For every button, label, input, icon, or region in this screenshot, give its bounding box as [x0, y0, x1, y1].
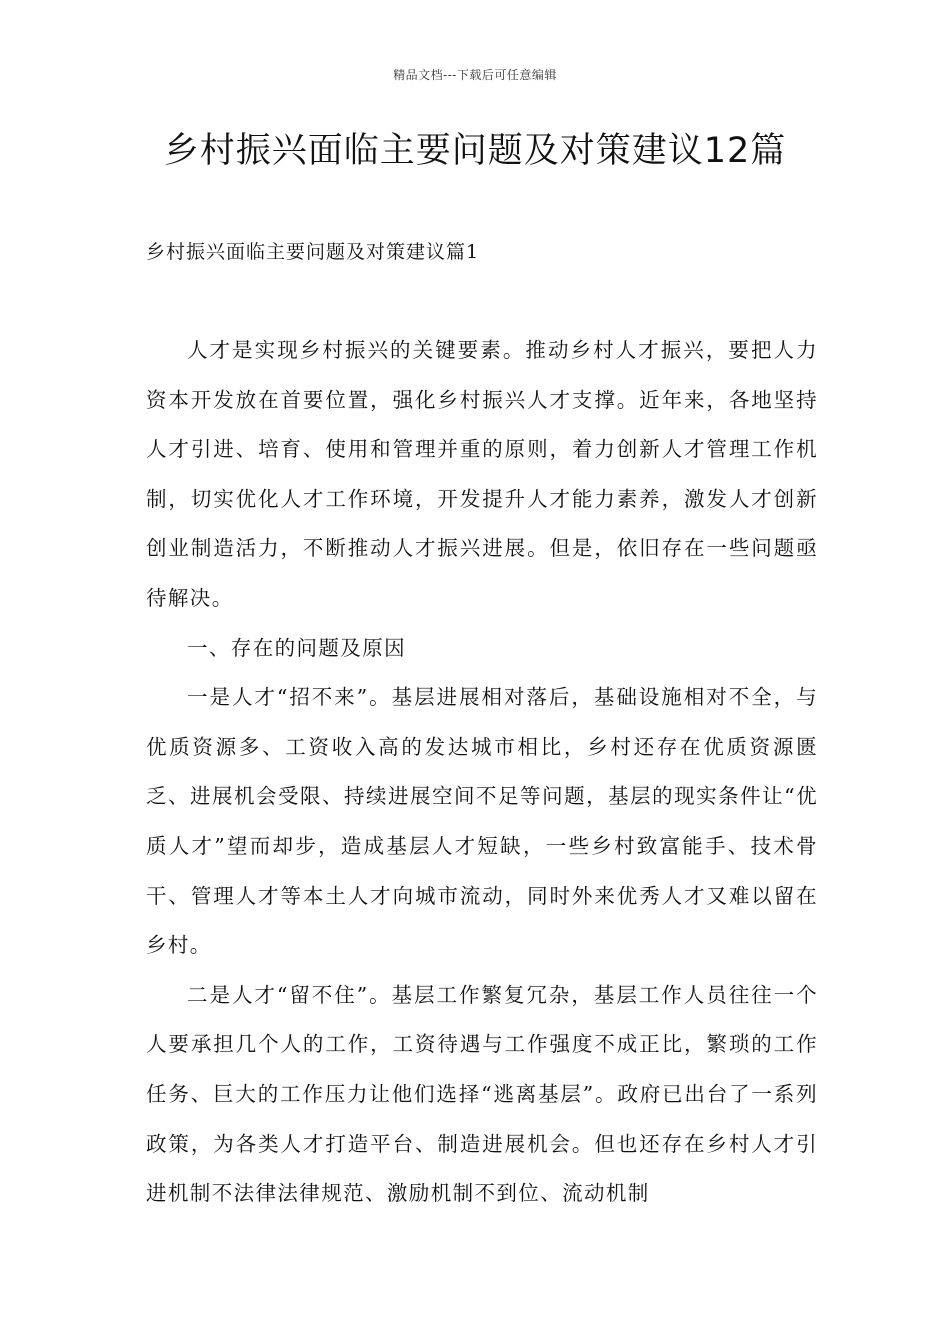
- document-title: 乡村振兴面临主要问题及对策建议12篇: [163, 131, 787, 171]
- paragraph: 二是人才“留不住”。基层工作繁复冗杂，基层工作人员往往一个人要承担几个人的工作，工资待遇与工作强度不成正比，繁琐的工作任务、巨大的工作压力让他们选择“逃离基层”。政府已出台了一系列政策，为各类人才打造平台、制造进展机会。但也还存在乡村人才引进机制不法律法律规范、激励机制不到位、流动机制: [146, 982, 818, 1206]
- paragraph: 一是人才“招不来”。基层进展相对落后，基础设施相对不全，与优质资源多、工资收入高的发达城市相比，乡村还存在优质资源匮乏、进展机会受限、持续进展空间不足等问题，基层的现实条件让“优质人才”望而却步，造成基层人才短缺，一些乡村致富能手、技术骨干、管理人才等本土人才向城市流动，同时外来优秀人才又难以留在乡村。: [146, 685, 818, 958]
- section-subtitle: 乡村振兴面临主要问题及对策建议篇1: [146, 241, 480, 263]
- section-heading: 一、存在的问题及原因: [187, 635, 406, 660]
- body-text: [146, 326, 818, 1219]
- header-note: 精品文档---下载后可任意编辑: [393, 68, 557, 82]
- paragraph: 人才是实现乡村振兴的关键要素。推动乡村人才振兴，要把人力资本开发放在首要位置，强化乡村振兴人才支撑。近年来，各地坚持人才引进、培育、使用和管理并重的原则，着力创新人才管理工作机制，切实优化人才工作环境，开发提升人才能力素养，激发人才创新创业制造活力，不断推动人才振兴进展。但是，依旧存在一些问题亟待解决。: [146, 338, 818, 610]
